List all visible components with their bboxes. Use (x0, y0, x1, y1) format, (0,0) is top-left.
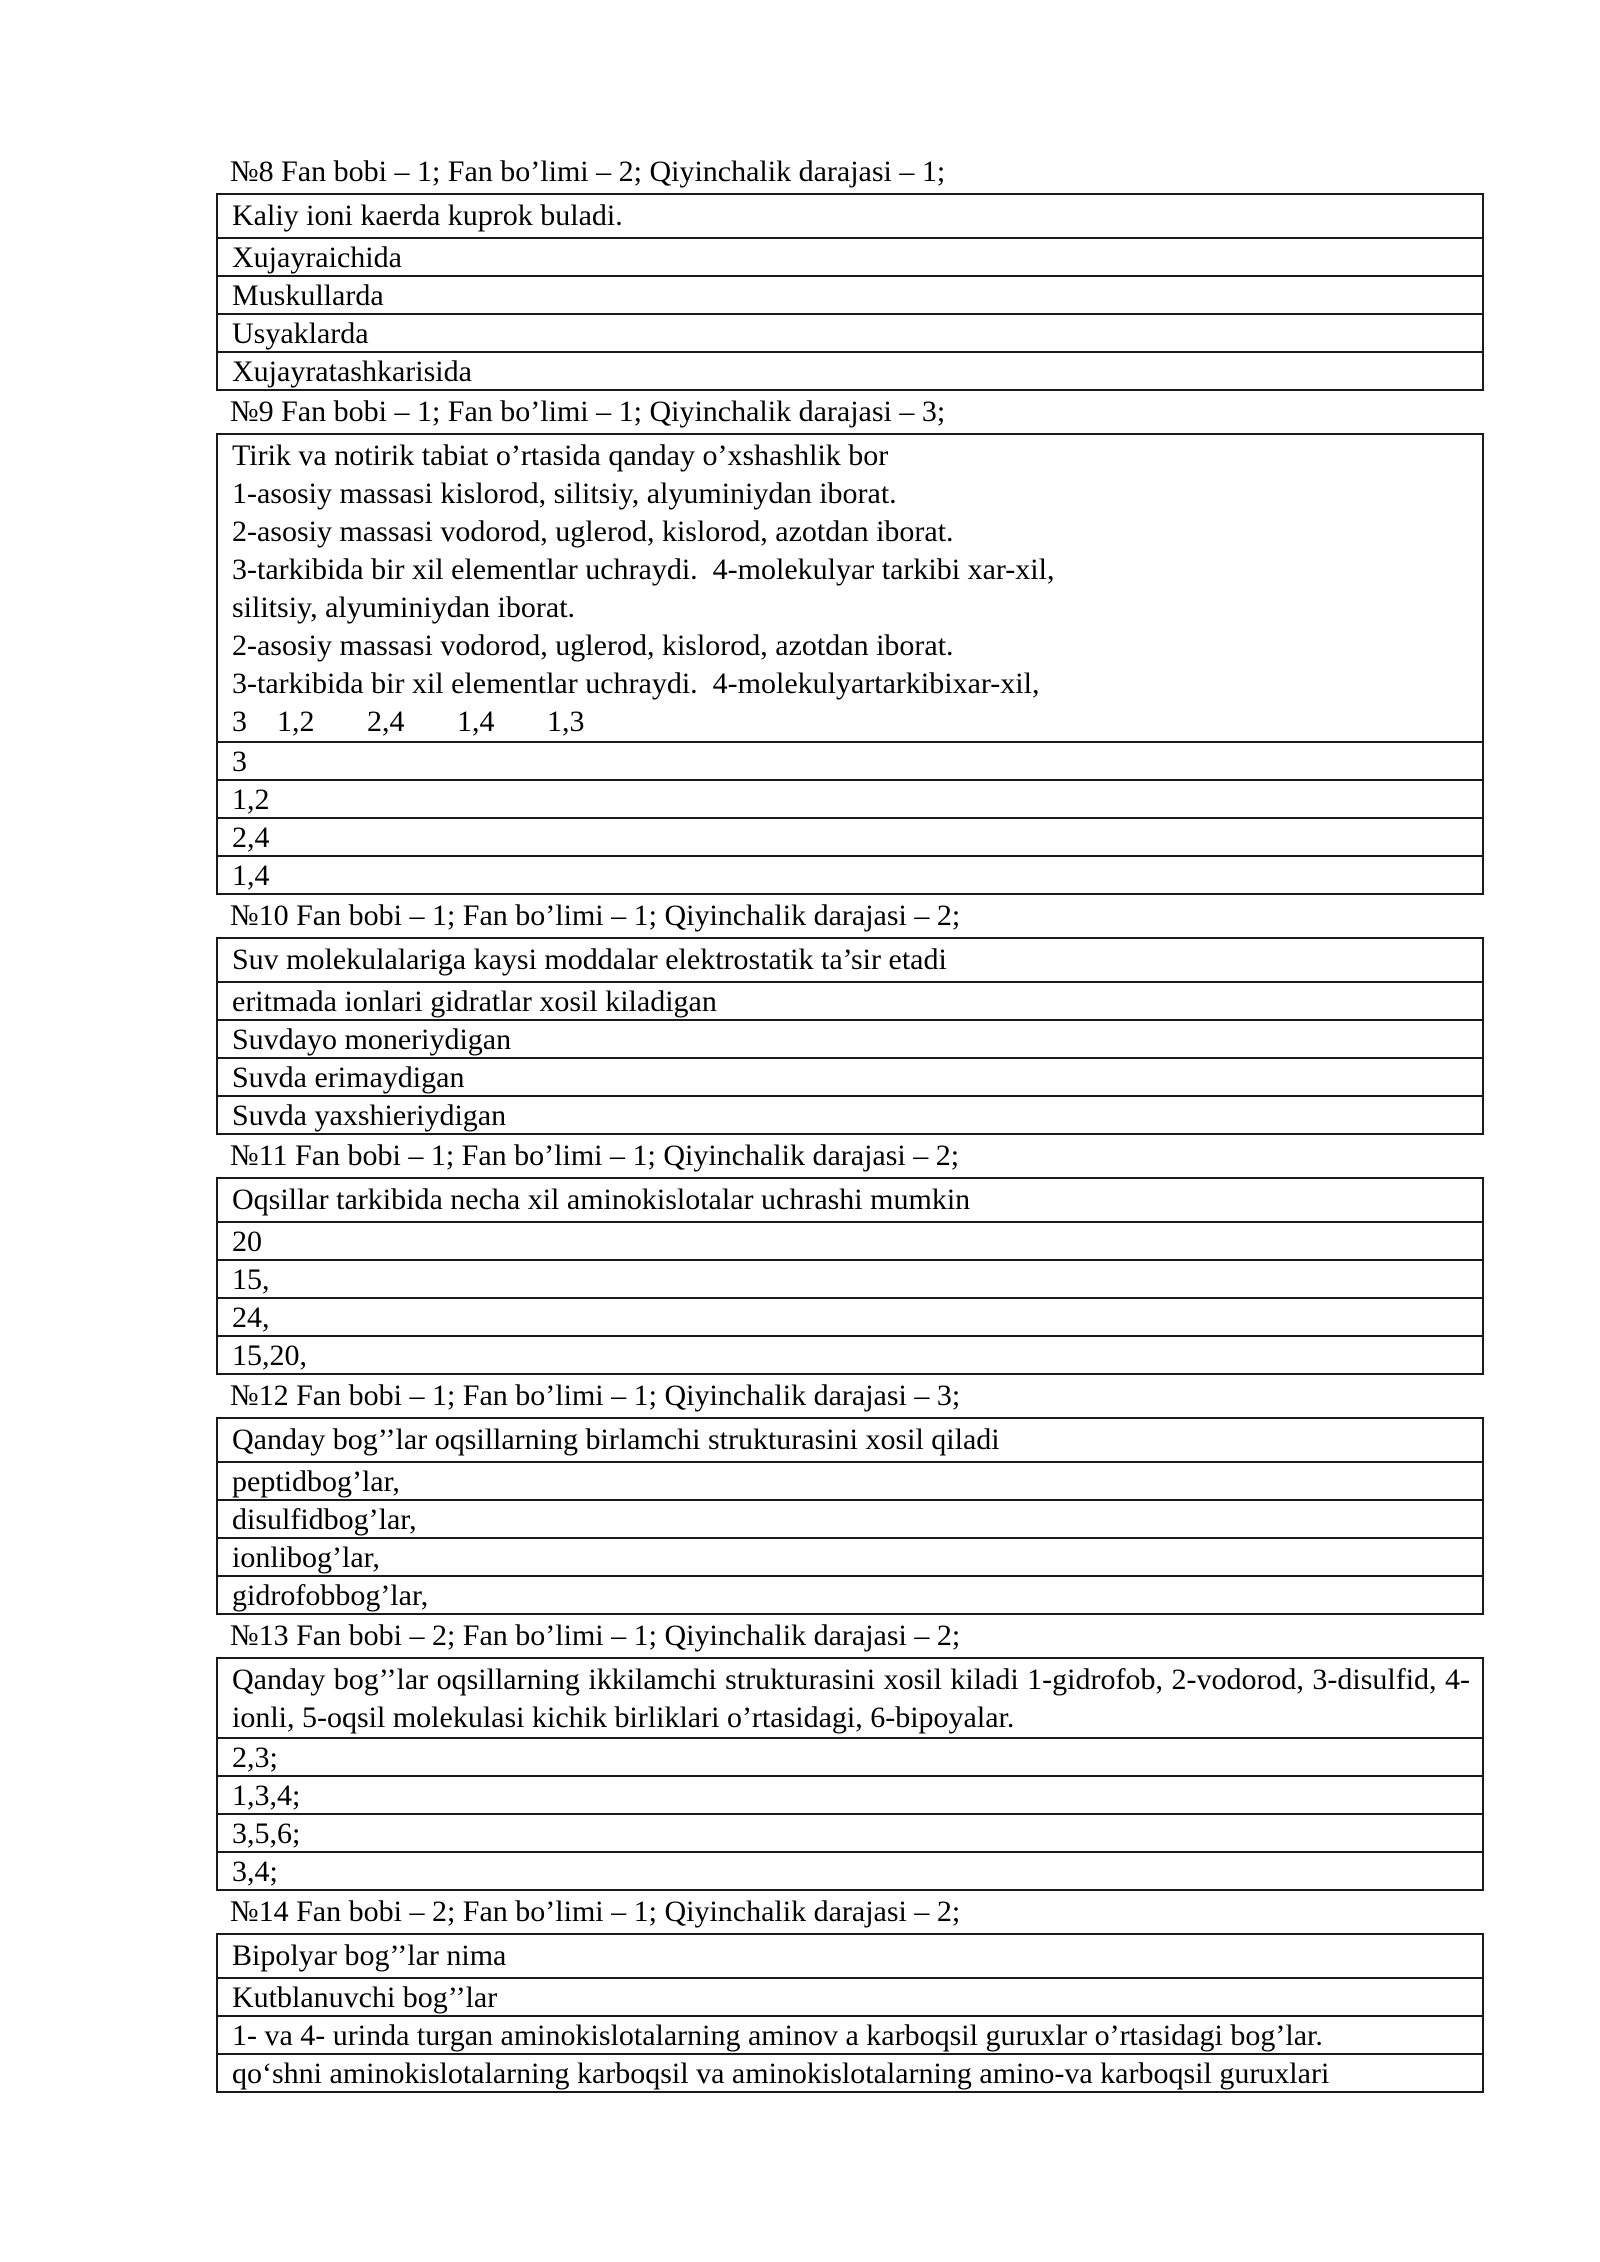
question-line: 3-tarkibida bir xil elementlar uchraydi. 4-molekulyartarkibixar-xil, (232, 667, 1040, 700)
answer-option: 15,20, (218, 1335, 1482, 1373)
question-line: 2-asosiy massasi vodorod, uglerod, kislorod, azotdan iborat. (232, 515, 954, 548)
answer-option: gidrofobbog’lar, (218, 1575, 1482, 1613)
question-text (218, 939, 1482, 981)
answer-option: 3 (218, 741, 1482, 779)
question-line: 3-tarkibida bir xil elementlar uchraydi. 4-molekulyar tarkibi xar-xil, (232, 553, 1055, 586)
answer-option: 3,5,6; (218, 1813, 1482, 1851)
question-header: №8 Fan bobi – 1; Fan bo’limi – 2; Qiyinchalik darajasi – 1; (230, 155, 946, 188)
answer-option: 2,4 (218, 817, 1482, 855)
question-text: Qanday bog’’lar oqsillarning ikkilamchi strukturasini xosil kiladi 1-gidrofob, 2-vodorod, 3-disulfid, 4-ionli, 5-oqsil molekulasi kichik birliklari o’rtasidagi, 6-bipoyalar. (232, 1663, 1470, 1734)
question-line: 1-asosiy massasi kislorod, silitsiy, alyuminiydan iborat. (232, 477, 897, 510)
answer-option: 2,3; (218, 1737, 1482, 1775)
answer-option: 3,4; (218, 1851, 1482, 1889)
question-table (216, 1177, 1484, 1375)
question-line: Tirik va notirik tabiat o’rtasida qanday o’xshashlik bor (232, 439, 889, 472)
answer-option: 1,3,4; (218, 1775, 1482, 1813)
answer-option: Xujayratashkarisida (218, 351, 1482, 389)
question-text (218, 195, 1482, 237)
question-text (218, 435, 1482, 741)
answer-option: ionlibog’lar, (218, 1537, 1482, 1575)
answer-option: qo‘shni aminokislotalarning karboqsil va aminokislotalarning amino-va karboqsil guruxlari (218, 2053, 1482, 2091)
answer-option: Xujayraichida (218, 237, 1482, 275)
question-line: Qanday bog’’lar oqsillarning birlamchi strukturasini xosil qiladi (232, 1423, 1000, 1456)
test-content (216, 151, 1484, 2093)
question-text (218, 1179, 1482, 1221)
answer-option: 1- va 4- urinda turgan aminokislotalarning aminov a karboqsil guruxlar o’rtasidagi bog’lar. (218, 2015, 1482, 2053)
question-table (216, 1417, 1484, 1615)
answer-option: Kutblanuvchi bog’’lar (218, 1977, 1482, 2015)
question-header: №9 Fan bobi – 1; Fan bo’limi – 1; Qiyinchalik darajasi – 3; (230, 395, 946, 428)
question-table (216, 1657, 1484, 1891)
question-text (218, 1419, 1482, 1461)
question-header: №12 Fan bobi – 1; Fan bo’limi – 1; Qiyinchalik darajasi – 3; (230, 1379, 961, 1412)
answer-option: 24, (218, 1297, 1482, 1335)
question-table (216, 1933, 1484, 2093)
answer-option: peptidbog’lar, (218, 1461, 1482, 1499)
question-line: Bipolyar bog’’lar nima (232, 1939, 507, 1972)
answer-option: 20 (218, 1221, 1482, 1259)
question-line: 2-asosiy massasi vodorod, uglerod, kislorod, azotdan iborat. (232, 629, 954, 662)
question-line: Kaliy ioni kaerda kuprok buladi. (232, 199, 623, 232)
question-table (216, 433, 1484, 895)
question-text (218, 1935, 1482, 1977)
answer-option: 1,4 (218, 855, 1482, 893)
question-header: №10 Fan bobi – 1; Fan bo’limi – 1; Qiyinchalik darajasi – 2; (230, 899, 961, 932)
answer-option: 15, (218, 1259, 1482, 1297)
answer-option: Suvdayo moneriydigan (218, 1019, 1482, 1057)
question-line: 3 1,2 2,4 1,4 1,3 (232, 705, 585, 738)
answer-option: 1,2 (218, 779, 1482, 817)
answer-option: disulfidbog’lar, (218, 1499, 1482, 1537)
question-table (216, 193, 1484, 391)
question-table (216, 937, 1484, 1135)
question-header: №13 Fan bobi – 2; Fan bo’limi – 1; Qiyinchalik darajasi – 2; (230, 1619, 961, 1652)
question-header: №14 Fan bobi – 2; Fan bo’limi – 1; Qiyinchalik darajasi – 2; (230, 1895, 961, 1928)
answer-option: Suvda yaxshieriydigan (218, 1095, 1482, 1133)
question-line: Oqsillar tarkibida necha xil aminokislotalar uchrashi mumkin (232, 1183, 971, 1216)
answer-option: Muskullarda (218, 275, 1482, 313)
question-line: Suv molekulalariga kaysi moddalar elektrostatik ta’sir etadi (232, 943, 947, 976)
answer-option: eritmada ionlari gidratlar xosil kiladigan (218, 981, 1482, 1019)
question-header: №11 Fan bobi – 1; Fan bo’limi – 1; Qiyinchalik darajasi – 2; (230, 1139, 960, 1172)
answer-option: Usyaklarda (218, 313, 1482, 351)
question-line: silitsiy, alyuminiydan iborat. (232, 591, 576, 624)
answer-option: Suvda erimaydigan (218, 1057, 1482, 1095)
